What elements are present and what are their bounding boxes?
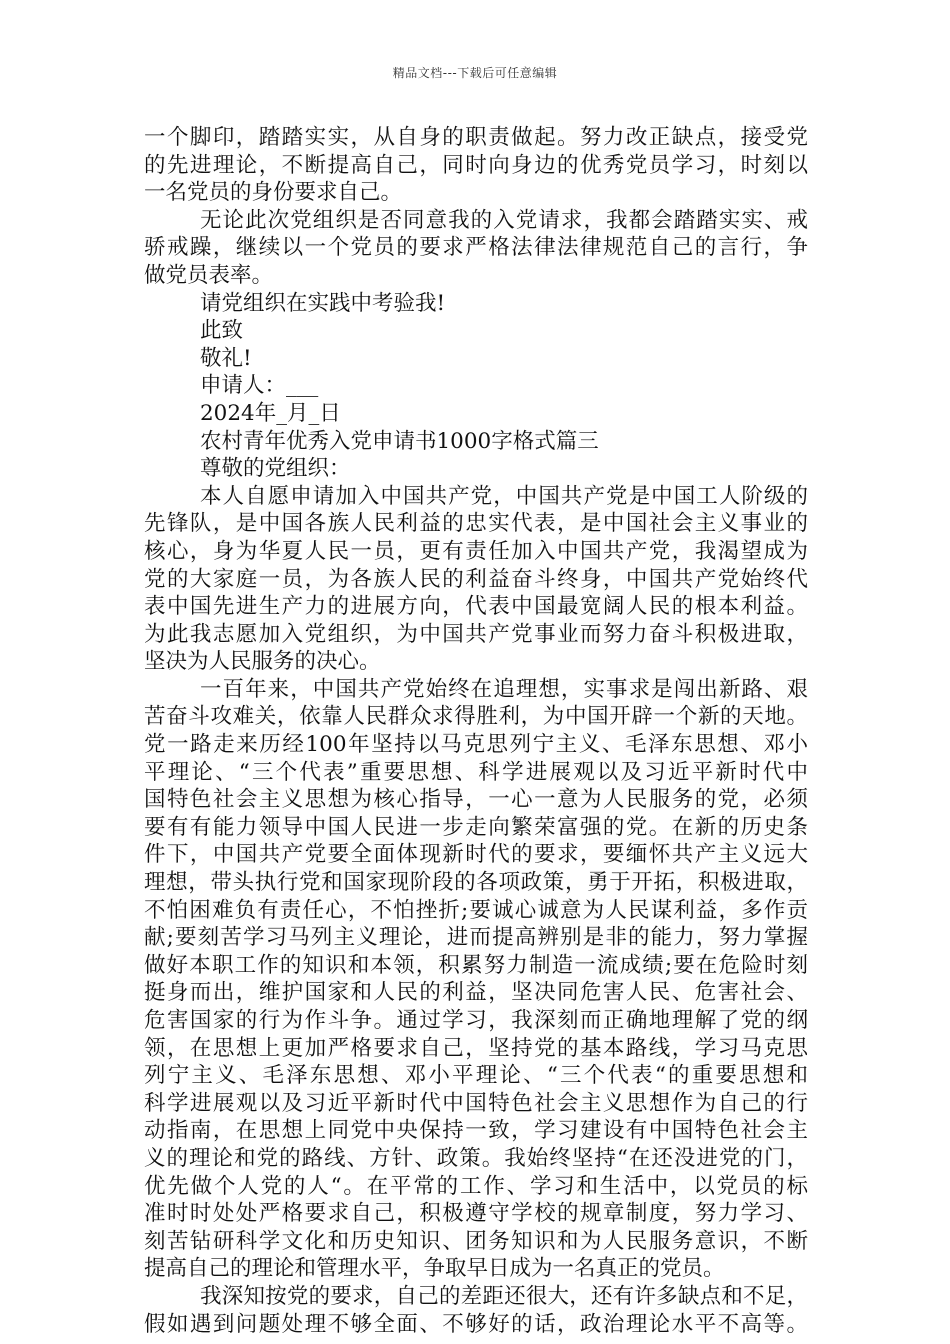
- text-line: 刻苦钻研科学文化和历史知识、团务知识和为人民服务意识，不断: [144, 1228, 808, 1254]
- text-line: 农村青年优秀入党申请书1000字格式篇三: [200, 428, 599, 454]
- text-line: 动指南，在思想上同党中央保持一致，学习建设有中国特色社会主: [144, 1118, 808, 1144]
- text-line: 2024年_月_日: [200, 400, 341, 426]
- text-line: 党的大家庭一员，为各族人民的利益奋斗终身，中国共产党始终代: [144, 566, 808, 592]
- text-line: 为此我志愿加入党组织，为中国共产党事业而努力奋斗积极进取，: [144, 621, 808, 647]
- text-line: 表中国先进生产力的进展方向，代表中国最宽阔人民的根本利益。: [144, 594, 808, 620]
- text-line: 敬礼!: [200, 345, 252, 371]
- text-line: 件下，中国共产党要全面体现新时代的要求，要缅怀共产主义远大: [144, 842, 808, 868]
- text-line: 骄戒躁，继续以一个党员的要求严格法律法律规范自己的言行，争: [144, 235, 808, 261]
- text-line: 的先进理论，不断提高自己，同时向身边的优秀党员学习，时刻以: [144, 152, 808, 178]
- text-line: 一名党员的身份要求自己。: [144, 180, 403, 206]
- text-line: 一百年来，中国共产党始终在追理想，实事求是闯出新路、艰: [200, 676, 808, 702]
- text-line: 列宁主义、毛泽东思想、邓小平理论、“三个代表“的重要思想和: [144, 1063, 808, 1089]
- text-line: 义的理论和党的路线、方针、政策。我始终坚持“在还没进党的门，: [144, 1145, 808, 1171]
- text-line: 核心，身为华夏人民一员，更有责任加入中国共产党，我渴望成为: [144, 538, 808, 564]
- text-line: 我深知按党的要求，自己的差距还很大，还有许多缺点和不足，: [200, 1283, 808, 1309]
- text-line: 此致: [200, 318, 244, 344]
- text-line: 科学进展观以及习近平新时代中国特色社会主义思想作为自己的行: [144, 1090, 808, 1116]
- text-line: 挺身而出，维护国家和人民的利益，坚决同危害人民、危害社会、: [144, 980, 808, 1006]
- text-line: 坚决为人民服务的决心。: [144, 649, 381, 675]
- text-line: 请党组织在实践中考验我!: [200, 290, 446, 316]
- text-line: 优先做个人党的人“。在平常的工作、学习和生活中，以党员的标: [144, 1173, 808, 1199]
- text-line: 不怕困难负有责任心，不怕挫折;要诚心诚意为人民谋利益，多作贡: [144, 897, 808, 923]
- text-line: 申请人：___: [200, 373, 319, 399]
- text-line: 先锋队，是中国各族人民利益的忠实代表，是中国社会主义事业的: [144, 511, 808, 537]
- text-line: 平理论、“三个代表”重要思想、科学进展观以及习近平新时代中: [144, 759, 808, 785]
- text-line: 一个脚印，踏踏实实，从自身的职责做起。努力改正缺点，接受党: [144, 125, 808, 150]
- text-line: 准时时处处严格要求自己，积极遵守学校的规章制度，努力学习、: [144, 1201, 808, 1227]
- text-line: 领，在思想上更加严格要求自己，坚持党的基本路线，学习马克思: [144, 1035, 808, 1061]
- text-line: 假如遇到问题处理不够全面、不够好的话，政治理论水平不高等。: [144, 1311, 808, 1337]
- text-line: 做党员表率。: [144, 262, 274, 288]
- text-line: 本人自愿申请加入中国共产党，中国共产党是中国工人阶级的: [200, 483, 808, 509]
- text-line: 理想，带头执行党和国家现阶段的各项政策，勇于开拓，积极进取，: [144, 870, 808, 896]
- text-line: 要有有能力领导中国人民进一步走向繁荣富强的党。在新的历史条: [144, 814, 808, 840]
- document-body: [144, 124, 808, 1338]
- text-line: 党一路走来历经100年坚持以马克思列宁主义、毛泽东思想、邓小: [144, 732, 808, 758]
- text-line: 危害国家的行为作斗争。通过学习，我深刻而正确地理解了党的纲: [144, 1008, 808, 1033]
- text-line: 苦奋斗攻难关，依靠人民群众求得胜利，为中国开辟一个新的天地。: [144, 704, 808, 730]
- text-line: 尊敬的党组织：: [200, 456, 351, 482]
- text-line: 献;要刻苦学习马列主义理论，进而提高辨别是非的能力，努力掌握: [144, 925, 808, 951]
- text-line: 做好本职工作的知识和本领，积累努力制造一流成绩;要在危险时刻: [144, 952, 808, 978]
- page-header: 精品文档---下载后可任意编辑: [392, 66, 558, 80]
- text-line: 无论此次党组织是否同意我的入党请求，我都会踏踏实实、戒: [200, 207, 808, 233]
- text-line: 国特色社会主义思想为核心指导，一心一意为人民服务的党，必须: [144, 787, 808, 813]
- text-line: 提高自己的理论和管理水平，争取早日成为一名真正的党员。: [144, 1256, 725, 1282]
